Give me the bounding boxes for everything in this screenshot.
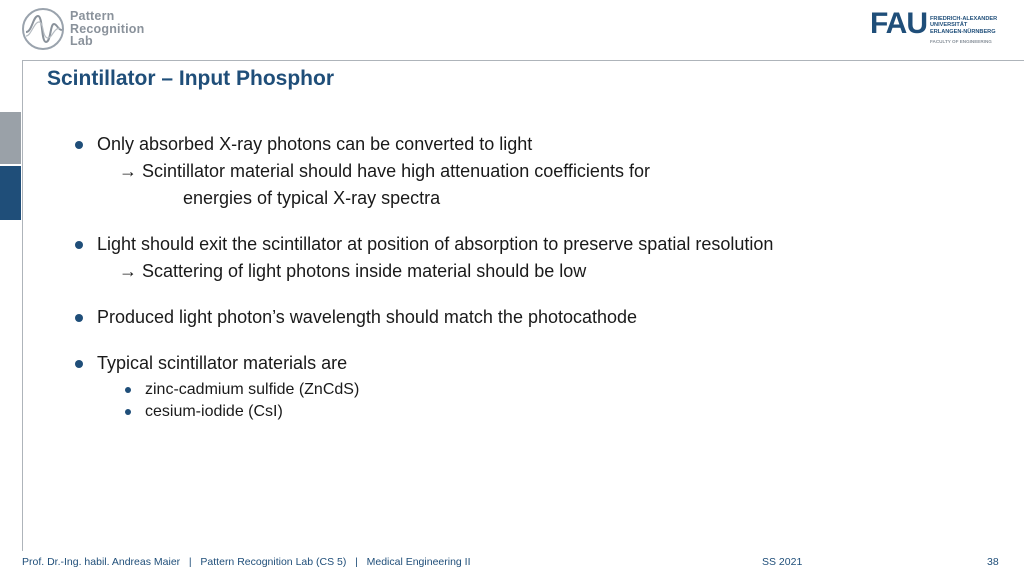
bullet-item [75,231,995,285]
nested-list [75,379,995,423]
lab-logo-line: Pattern [70,9,115,23]
pattern-recognition-lab-logo [22,8,162,52]
bullet-text: Produced light photon’s wavelength should match the photocathode [97,307,638,327]
lab-logo-line: Lab [70,34,93,48]
bullet-subtext: → Scattering of light photons inside material should be low [119,261,587,281]
bullet-dot-icon [75,241,83,249]
bullet-item [75,350,995,377]
lab-logo-line: Recognition [70,21,145,36]
fau-faculty: FACULTY OF ENGINEERING [930,39,992,44]
footer-left [22,556,471,568]
fau-logo-line: UNIVERSITÄT [930,22,968,29]
bullet-text: Only absorbed X-ray photons can be converted to light [97,134,533,154]
side-tab-blue [0,166,21,220]
lab-logo-emblem-icon [22,8,64,50]
bullet-text: Typical scintillator materials are [97,353,348,373]
fau-logo-line: ERLANGEN-NÜRNBERG [930,28,996,35]
side-tab-gray [0,112,21,164]
slide-footer [22,552,1024,576]
page-number: 38 [987,556,999,568]
bullet-subtext: → Scintillator material should have high attenuation coefficients for [119,161,650,181]
footer-lab: Pattern Recognition Lab (CS 5) [200,556,347,568]
nested-item-text: cesium-iodide (CsI) [145,403,283,420]
bullet-subtext: energies of typical X-ray spectra [183,188,441,208]
footer-course: Medical Engineering II [366,556,471,568]
fau-logo-line: FRIEDRICH-ALEXANDER [930,16,998,22]
bullet-dot-icon [75,360,83,368]
footer-author: Prof. Dr.-Ing. habil. Andreas Maier [22,556,181,568]
bullet-dot-icon [125,387,131,393]
slide-content [75,131,995,423]
bullet-dot-icon [75,141,83,149]
bullet-text: Light should exit the scintillator at position of absorption to preserve spatial resolution [97,234,774,254]
fau-logo-subtitle [930,16,1005,35]
nested-item-text: zinc-cadmium sulfide (ZnCdS) [145,381,360,398]
bullet-dot-icon [125,409,131,415]
nested-list-item [125,401,995,423]
footer-separator: | [355,556,358,568]
lab-logo-text [70,10,144,48]
bullet-item [75,131,995,212]
fau-logo-mark: FAU [870,7,927,40]
footer-semester: SS 2021 [762,556,803,568]
footer-separator: | [188,556,192,568]
bullet-item [75,304,995,331]
fau-logo [870,7,1005,46]
bullet-dot-icon [75,314,83,322]
slide-title: Scintillator – Input Phosphor [47,67,335,90]
nested-list-item [125,379,995,401]
